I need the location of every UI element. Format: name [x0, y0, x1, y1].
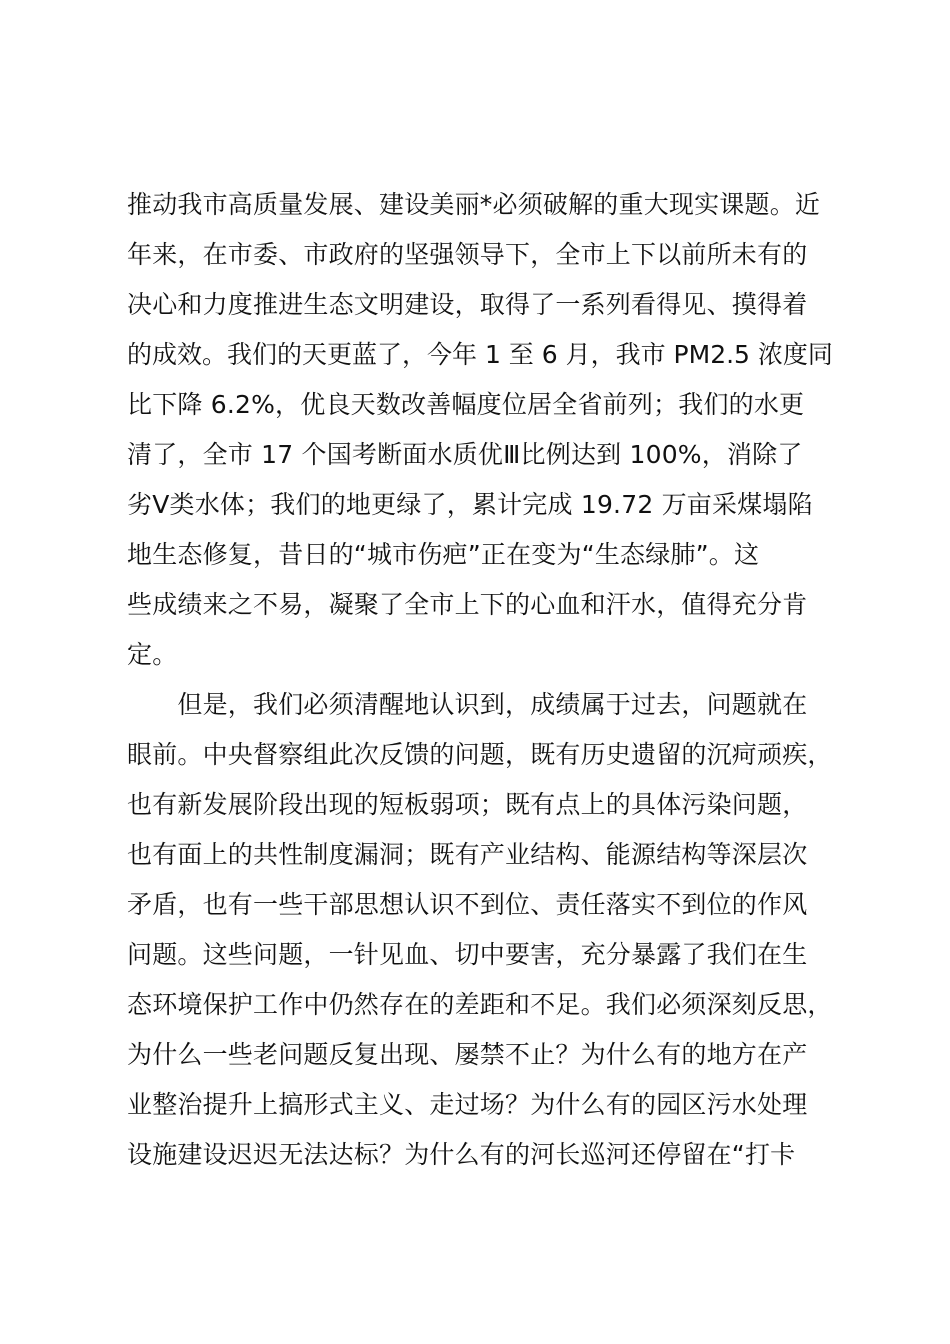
text-line: 年来，在市委、市政府的坚强领导下，全市上下以前所未有的	[127, 240, 808, 269]
text-line: 定。	[127, 640, 178, 669]
text-line: 问题。这些问题，一针见血、切中要害，充分暴露了我们在生	[127, 940, 808, 969]
text-line: 也有面上的共性制度漏洞；既有产业结构、能源结构等深层次	[127, 840, 808, 869]
text-line: 决心和力度推进生态文明建设，取得了一系列看得见、摸得着	[127, 290, 808, 319]
text-line: 矛盾，也有一些干部思想认识不到位、责任落实不到位的作风	[127, 890, 808, 919]
text-line: 为什么一些老问题反复出现、屡禁不止？为什么有的地方在产	[127, 1040, 808, 1069]
text-line: 些成绩来之不易，凝聚了全市上下的心血和汗水，值得充分肯	[127, 590, 808, 619]
text-line: 业整治提升上搞形式主义、走过场？为什么有的园区污水处理	[127, 1090, 808, 1119]
text-line: 眼前。中央督察组此次反馈的问题，既有历史遗留的沉疴顽疾，	[127, 740, 833, 769]
text-line: 清了，全市 17 个国考断面水质优Ⅲ比例达到 100%，消除了	[127, 440, 803, 469]
text-line: 态环境保护工作中仍然存在的差距和不足。我们必须深刻反思，	[127, 990, 833, 1019]
text-line: 推动我市高质量发展、建设美丽*必须破解的重大现实课题。近	[127, 190, 821, 219]
text-line: 设施建设迟迟无法达标？为什么有的河长巡河还停留在“打卡	[127, 1140, 796, 1169]
text-line: 比下降 6.2%，优良天数改善幅度位居全省前列；我们的水更	[127, 390, 805, 419]
text-line: 也有新发展阶段出现的短板弱项；既有点上的具体污染问题，	[127, 790, 808, 819]
text-line: 但是，我们必须清醒地认识到，成绩属于过去，问题就在	[127, 690, 808, 719]
text-line: 劣Ⅴ类水体；我们的地更绿了，累计完成 19.72 万亩采煤塌陷	[127, 490, 813, 519]
text-line: 地生态修复，昔日的“城市伤疤”正在变为“生态绿肺”。这	[127, 540, 760, 569]
text-line: 的成效。我们的天更蓝了，今年 1 至 6 月，我市 PM2.5 浓度同	[127, 340, 833, 369]
